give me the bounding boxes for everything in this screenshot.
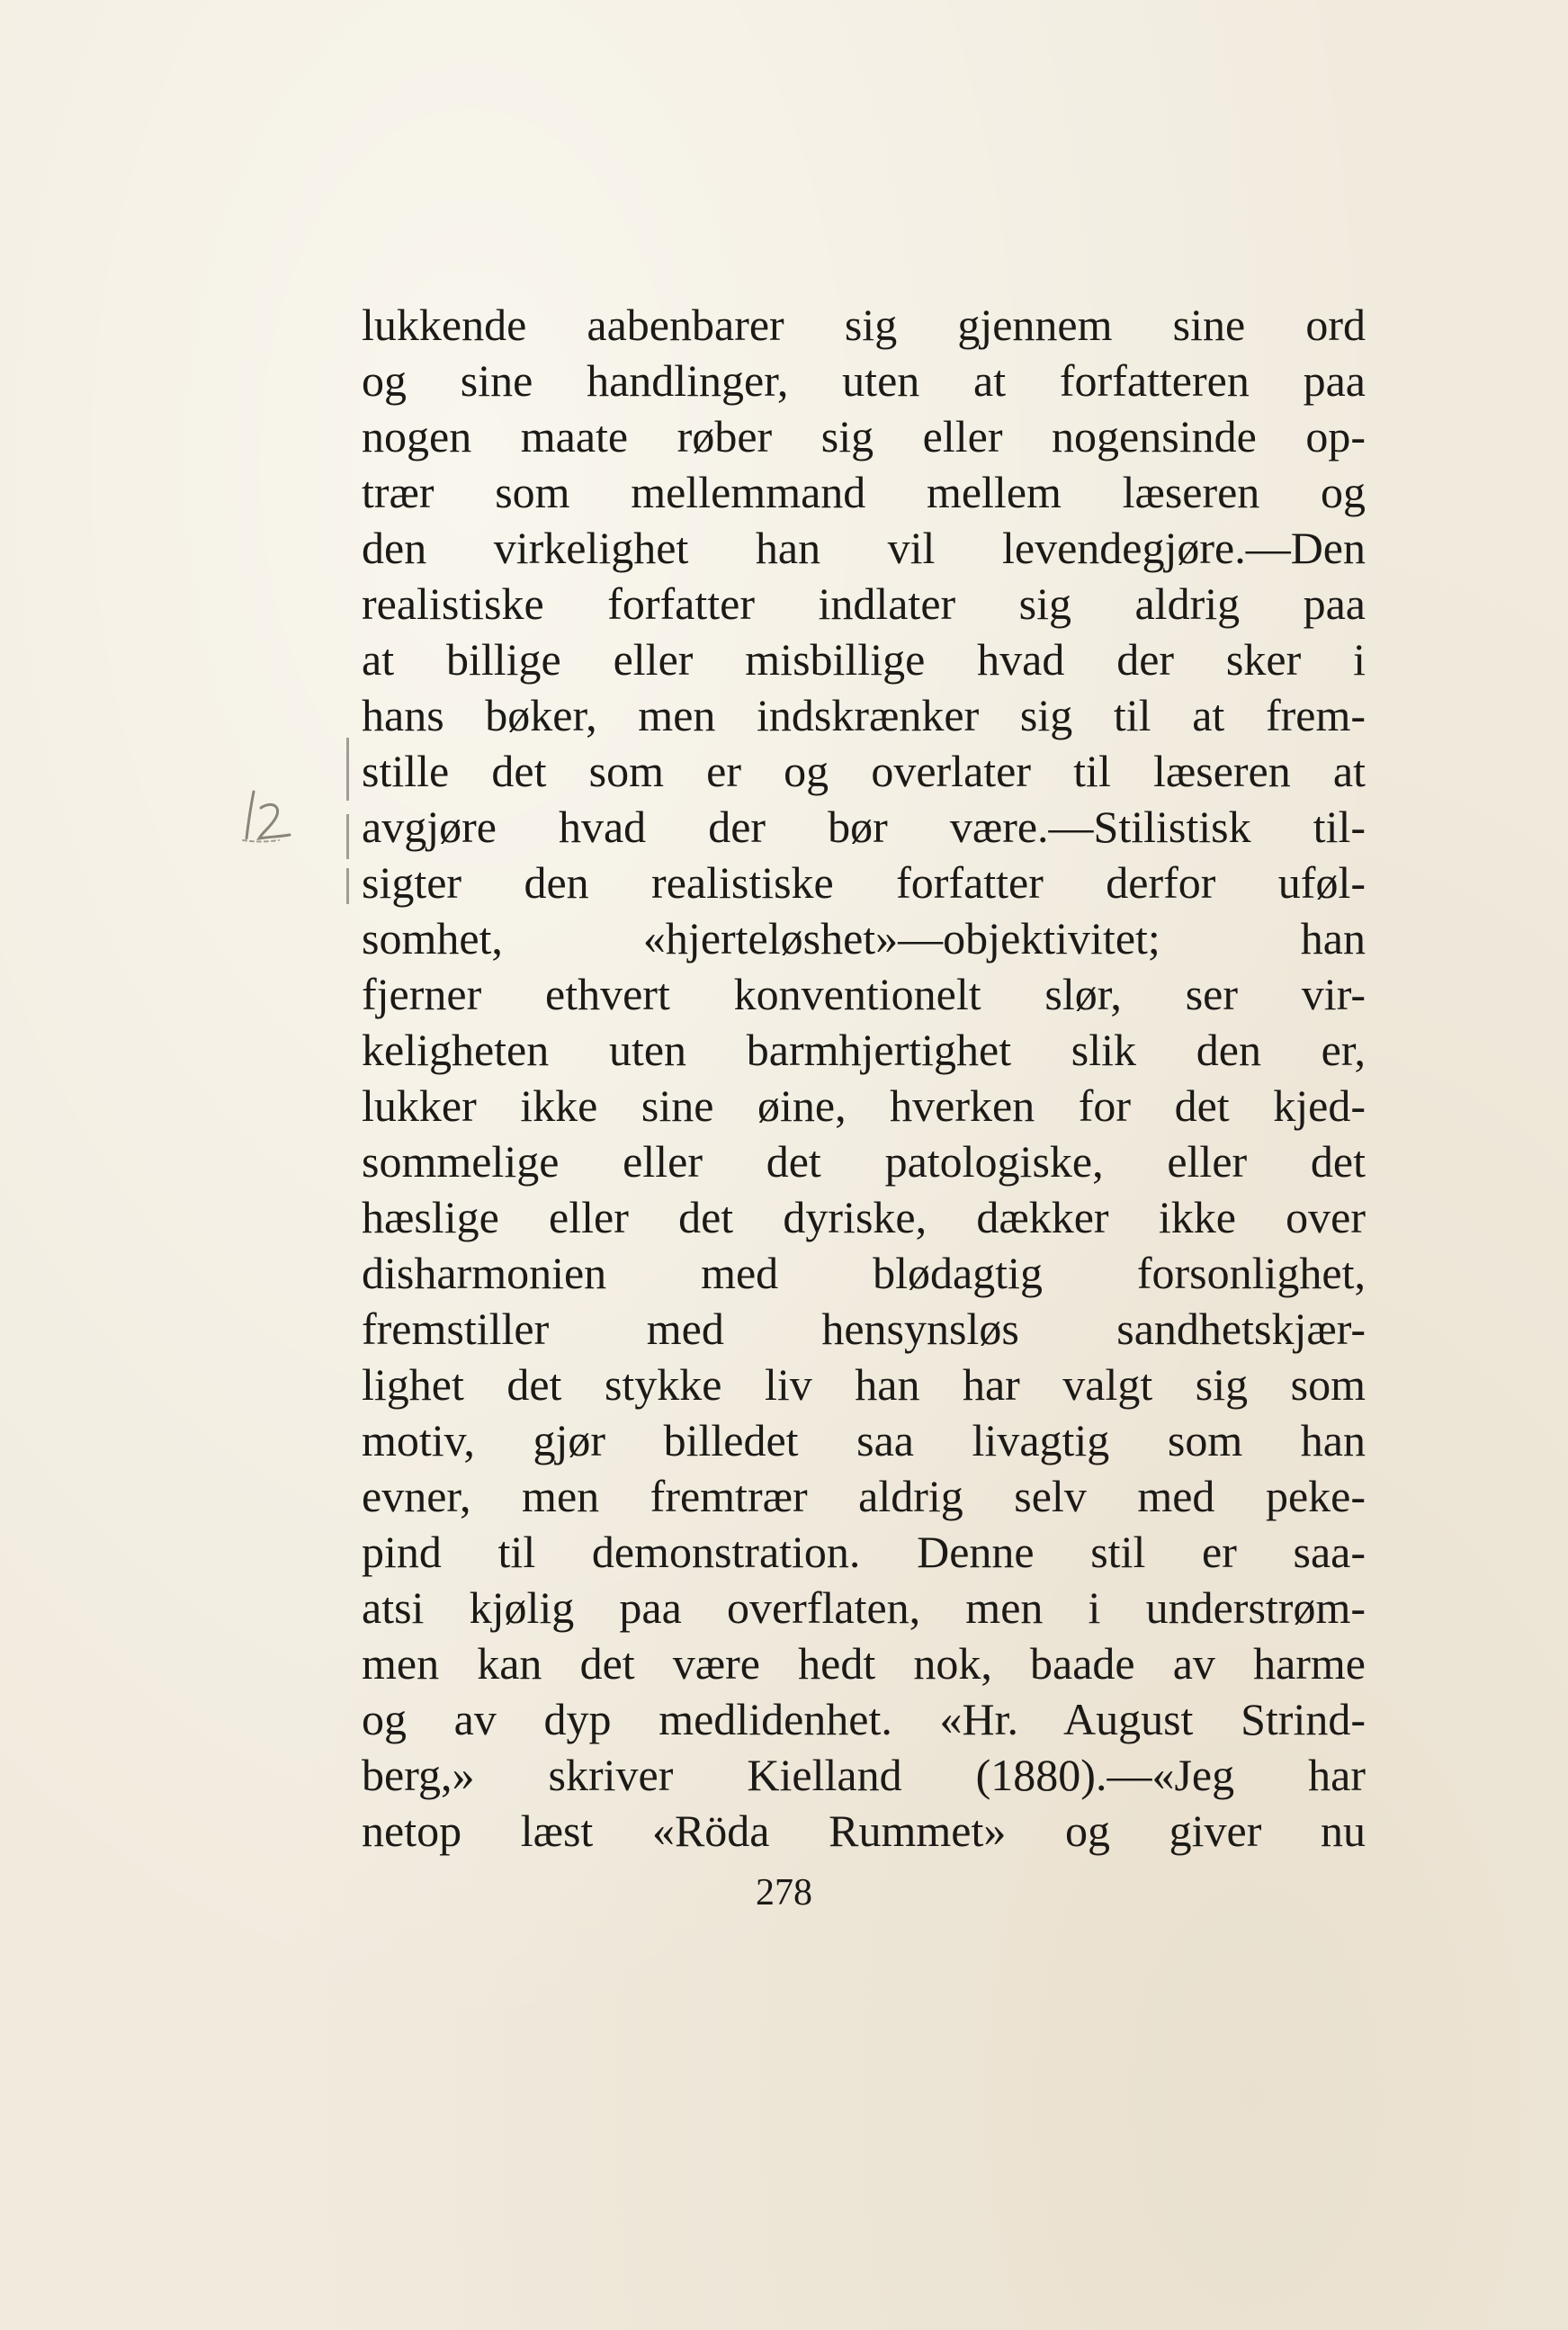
text-line: lukkende aabenbarer sig gjennem sine ord	[362, 300, 1366, 350]
text-line: evner, men fremtrær aldrig selv med peke-	[362, 1471, 1366, 1521]
text-line: hans bøker, men indskrænker sig til at frem-	[362, 690, 1366, 740]
margin-pencil-line	[346, 868, 349, 904]
text-line: pind til demonstration. Denne stil er saa-	[362, 1527, 1366, 1577]
text-line: avgjøre hvad der bør være.—Stilistisk til-	[362, 802, 1366, 852]
text-line: trær som mellemmand mellem læseren og	[362, 467, 1366, 517]
text-line: realistiske forfatter indlater sig aldrig paa	[362, 578, 1366, 629]
text-line: sigter den realistiske forfatter derfor uføl-	[362, 857, 1366, 908]
text-line: fjerner ethvert konventionelt slør, ser vir-	[362, 969, 1366, 1019]
text-line: og sine handlinger, uten at forfatteren paa	[362, 355, 1366, 406]
text-line: disharmonien med blødagtig forsonlighet,	[362, 1248, 1366, 1298]
text-line: motiv, gjør billedet saa livagtig som han	[362, 1415, 1366, 1465]
text-line: lighet det stykke liv han har valgt sig som	[362, 1359, 1366, 1410]
margin-pencil-line	[346, 814, 349, 859]
text-line: netop læst «Röda Rummet» og giver nu	[362, 1806, 1366, 1856]
text-line: keligheten uten barmhjertighet slik den er,	[362, 1025, 1366, 1075]
page-number: 278	[756, 1872, 812, 1913]
text-line: atsi kjølig paa overflaten, men i understrøm-	[362, 1582, 1366, 1633]
text-line: nogen maate røber sig eller nogensinde op-	[362, 411, 1366, 462]
text-line: den virkelighet han vil levendegjøre.—Den	[362, 523, 1366, 573]
text-line: somhet, «hjerteløshet»—objektivitet; han	[362, 913, 1366, 963]
text-line: men kan det være hedt nok, baade av harme	[362, 1638, 1366, 1689]
text-line: at billige eller misbillige hvad der sker i	[362, 634, 1366, 685]
body-text	[362, 297, 1366, 1859]
text-line: stille det som er og overlater til læseren at	[362, 746, 1366, 796]
margin-pencil-line	[346, 738, 349, 801]
text-line: lukker ikke sine øine, hverken for det kjed-	[362, 1080, 1366, 1131]
text-line: berg,» skriver Kielland (1880).—«Jeg har	[362, 1750, 1366, 1800]
text-line: og av dyp medlidenhet. «Hr. August Strind-	[362, 1694, 1366, 1744]
text-line: fremstiller med hensynsløs sandhetskjær-	[362, 1304, 1366, 1354]
text-line: hæslige eller det dyriske, dækker ikke over	[362, 1192, 1366, 1242]
pencil-bracket-mark-icon	[236, 783, 308, 855]
text-line: sommelige eller det patologiske, eller det	[362, 1136, 1366, 1187]
